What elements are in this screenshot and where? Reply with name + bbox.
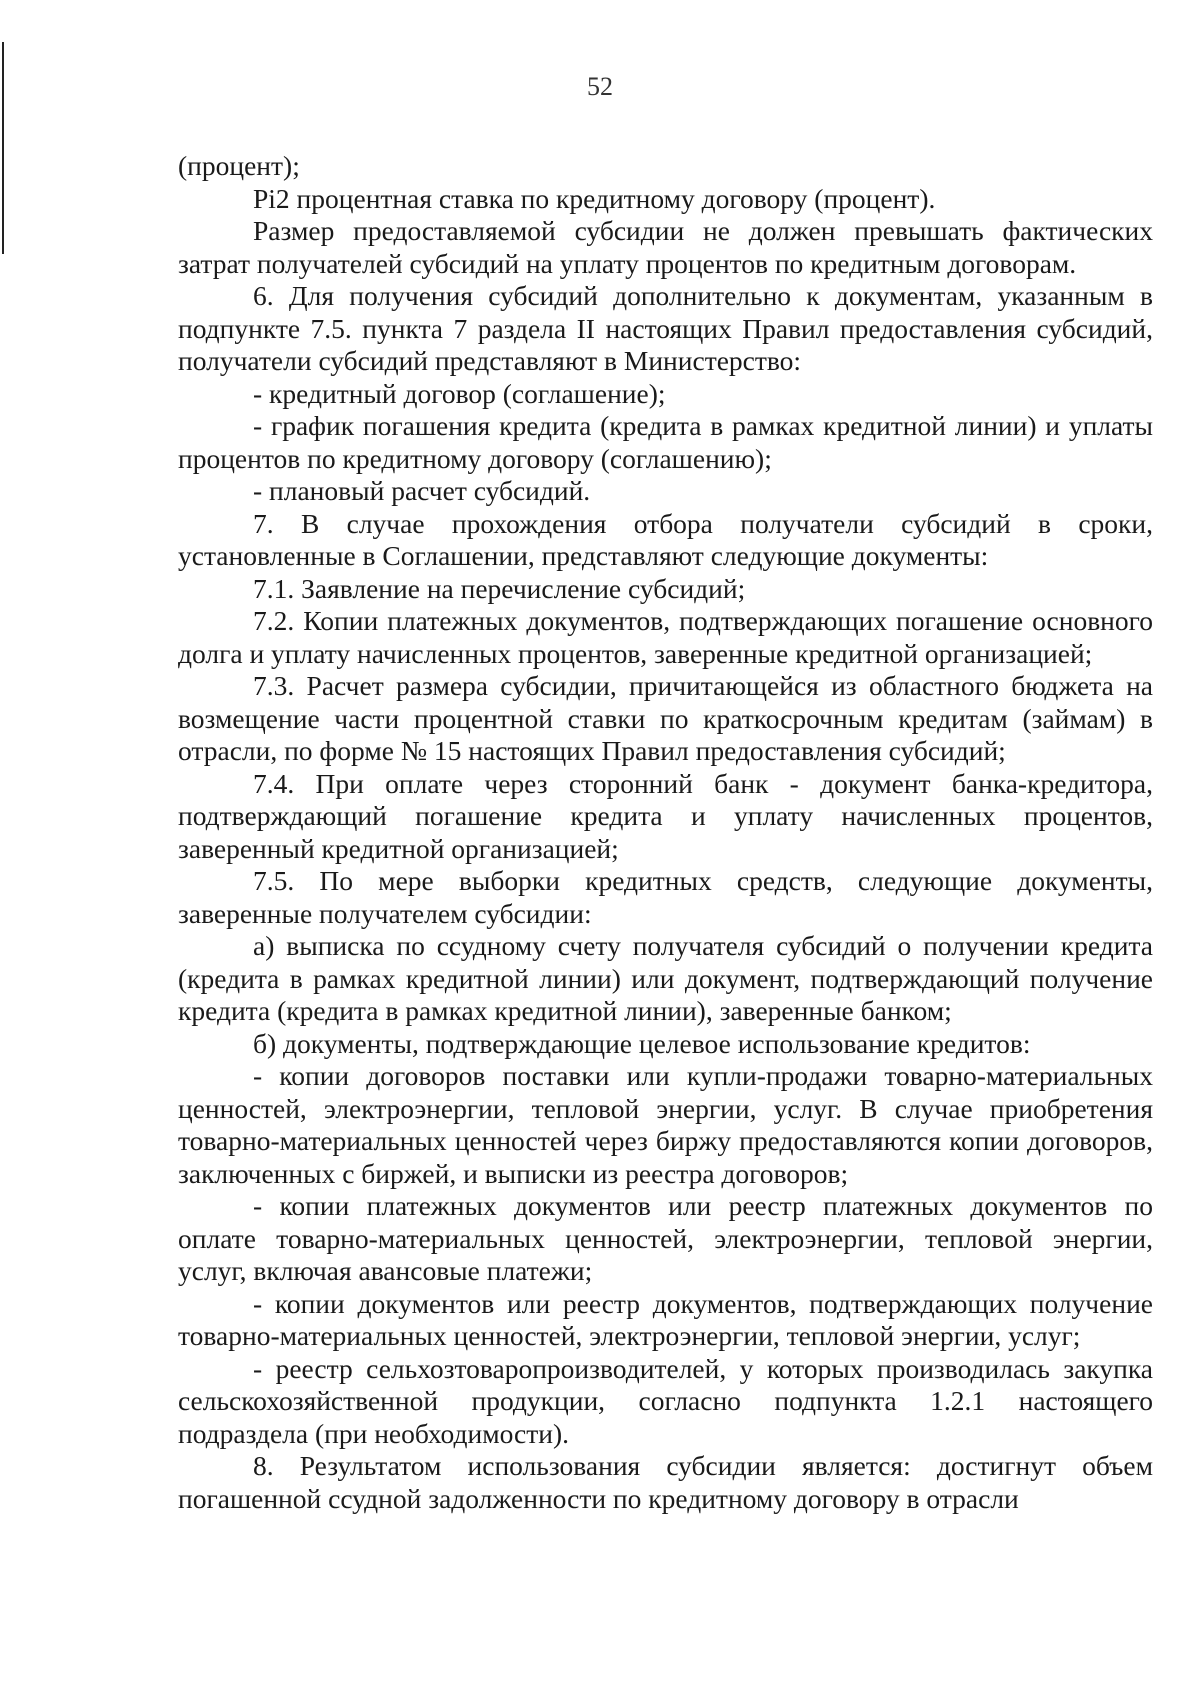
paragraph: а) выписка по ссудному счету получателя субсидий о получении кредита (кредита в рамках кредитной линии) или документ, подтверждающий получение кредита (кредита в рамках кредитной линии), заверенные банком; [178,930,1153,1026]
paragraph: 7.4. При оплате через сторонний банк - документ банка-кредитора, подтверждающий погашение кредита и уплату начисленных процентов, заверенный кредитной организацией; [178,767,1153,864]
paragraph: 6. Для получения субсидий дополнительно к документам, указанным в подпункте 7.5. пункта 7 раздела II настоящих Правил предоставления субсидий, получатели субсидий представляют в Министерство: [178,280,1153,376]
paragraph: 7.2. Копии платежных документов, подтверждающих погашение основного долга и уплату начисленных процентов, заверенные кредитной организацией; [178,605,1153,669]
list-item: - копии договоров поставки или купли-продажи товарно-материальных ценностей, электроэнергии, тепловой энергии, услуг. В случае приобретения товарно-материальных ценностей через биржу предоставляются копии договоров, заключенных с биржей, и выписки из реестра договоров; [178,1060,1153,1189]
page-number: 52 [587,72,613,101]
list-item: - график погашения кредита (кредита в рамках кредитной линии) и уплаты процентов по кредитному договору (соглашению); [178,410,1153,474]
paragraph: 7.1. Заявление на перечисление субсидий; [253,572,746,604]
paragraph: Размер предоставляемой субсидии не должен превышать фактических затрат получателей субсидий на уплату процентов по кредитным договорам. [178,215,1153,279]
paragraph: 8. Результатом использования субсидии является: достигнут объем погашенной ссудной задолженности по кредитному договору в отрасли [178,1450,1153,1514]
paragraph: (процент); [178,150,300,181]
paragraph: Pi2 процентная ставка по кредитному договору (процент). [253,182,936,214]
paragraph: 7. В случае прохождения отбора получатели субсидий в сроки, установленные в Соглашении, представляют следующие документы: [178,507,1153,571]
paragraph: 7.5. По мере выборки кредитных средств, следующие документы, заверенные получателем субсидии: [178,865,1153,929]
list-item: - кредитный договор (соглашение); [253,377,666,409]
list-item: - реестр сельхозтоваропроизводителей, у которых производилась закупка сельскохозяйственной продукции, согласно подпункта 1.2.1 настоящего подраздела (при необходимости). [178,1352,1153,1449]
paragraph: б) документы, подтверждающие целевое использование кредитов: [253,1027,1031,1059]
list-item: - копии платежных документов или реестр платежных документов по оплате товарно-материальных ценностей, электроэнергии, тепловой энергии, услуг, включая авансовые платежи; [178,1190,1153,1286]
list-item: - копии документов или реестр документов, подтверждающих получение товарно-материальных ценностей, электроэнергии, тепловой энергии, услуг; [178,1287,1153,1351]
document-body [178,150,1153,1515]
paragraph: 7.3. Расчет размера субсидии, причитающейся из областного бюджета на возмещение части процентной ставки по краткосрочным кредитам (займам) в отрасли, по форме № 15 настоящих Правил предоставления субсидий; [178,670,1153,766]
list-item: - плановый расчет субсидий. [253,475,591,506]
